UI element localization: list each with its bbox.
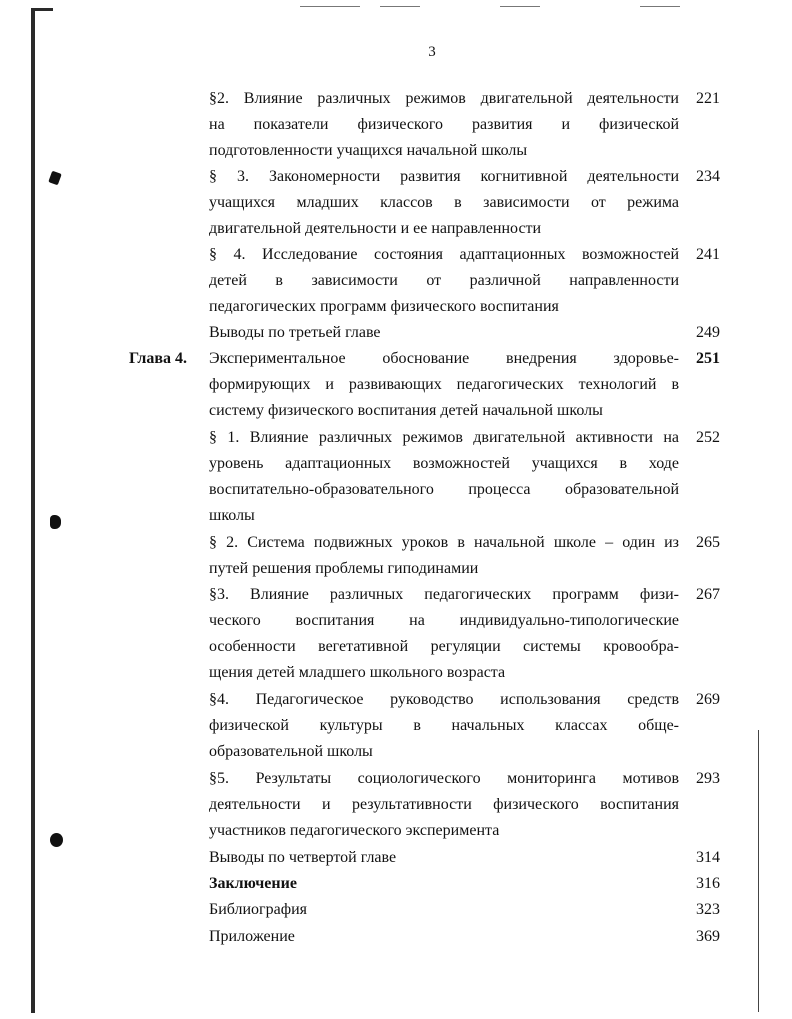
toc-entry-line: двигательной деятельности и ее направленности xyxy=(209,220,542,237)
scan-border-corner xyxy=(31,8,53,11)
toc-entry-line: §4. Педагогическое руководство использования средств xyxy=(209,691,679,708)
toc-entry-line: на показатели физического развития и физической xyxy=(209,116,679,133)
toc-entry-line: щения детей младшего школьного возраста xyxy=(209,664,506,681)
toc-entry-line: Приложение xyxy=(209,928,295,945)
toc-page-number: 323 xyxy=(696,901,720,918)
scan-blot xyxy=(48,171,62,186)
toc-page-number: 221 xyxy=(696,90,720,107)
scan-dash xyxy=(640,6,680,7)
toc-entry-line: подготовленности учащихся начальной школы xyxy=(209,142,528,159)
toc-entry-line: особенности вегетативной регуляции системы кровообра- xyxy=(209,638,679,655)
toc-page-number: 241 xyxy=(696,246,720,263)
toc-entry-line: ческого воспитания на индивидуально-типологические xyxy=(209,612,679,629)
toc-page-number: 369 xyxy=(696,928,720,945)
toc-entry-line: педагогических программ физического воспитания xyxy=(209,298,559,315)
toc-entry-line: деятельности и результативности физического воспитания xyxy=(209,796,679,813)
toc-entry-line: § 2. Система подвижных уроков в начальной школе – один из xyxy=(209,534,679,551)
toc-entry-line: Выводы по четвертой главе xyxy=(209,849,397,866)
toc-entry-line: систему физического воспитания детей начальной школы xyxy=(209,402,603,419)
toc-entry-line: участников педагогического эксперимента xyxy=(209,822,500,839)
toc-entry-line: воспитательно-образовательного процесса образовательной xyxy=(209,481,679,498)
toc-page-number: 251 xyxy=(696,350,720,367)
toc-entry-line: школы xyxy=(209,507,255,524)
toc-page-number: 314 xyxy=(696,849,720,866)
toc-entry-line: Заключение xyxy=(209,875,297,892)
toc-entry-line: § 1. Влияние различных режимов двигательной активности на xyxy=(209,429,679,446)
toc-entry-line: § 4. Исследование состояния адаптационных возможностей xyxy=(209,246,679,263)
toc-entry-line: § 3. Закономерности развития когнитивной деятельности xyxy=(209,168,679,185)
toc-entry-line: Экспериментальное обоснование внедрения здоровье- xyxy=(209,350,679,367)
scan-dash xyxy=(300,6,360,7)
scan-dash xyxy=(380,6,420,7)
toc-page-number: 249 xyxy=(696,324,720,341)
scan-dash xyxy=(500,6,540,7)
toc-entry-line: §2. Влияние различных режимов двигательной деятельности xyxy=(209,90,679,107)
toc-entry-line: формирующих и развивающих педагогических технологий в xyxy=(209,376,679,393)
toc-entry-line: путей решения проблемы гиподинамии xyxy=(209,560,479,577)
scan-border-right xyxy=(758,730,759,1012)
toc-entry-line: §5. Результаты социологического мониторинга мотивов xyxy=(209,770,679,787)
toc-page-number: 267 xyxy=(696,586,720,603)
toc-entry-line: физической культуры в начальных классах обще- xyxy=(209,717,679,734)
page-number: 3 xyxy=(428,44,436,60)
toc-entry-line: образовательной школы xyxy=(209,743,373,760)
toc-entry-line: Библиография xyxy=(209,901,307,918)
toc-page-number: 252 xyxy=(696,429,720,446)
toc-page-number: 316 xyxy=(696,875,720,892)
toc-page-number: 293 xyxy=(696,770,720,787)
toc-page-number: 265 xyxy=(696,534,720,551)
toc-entry-line: учащихся младших классов в зависимости от режима xyxy=(209,194,679,211)
toc-entry-line: Выводы по третьей главе xyxy=(209,324,381,341)
scan-blot xyxy=(50,515,61,529)
toc-page-number: 269 xyxy=(696,691,720,708)
toc-entry-line: §3. Влияние различных педагогических программ физи- xyxy=(209,586,679,603)
chapter-label: Глава 4. xyxy=(129,350,187,367)
scan-border-left xyxy=(31,8,35,1013)
toc-entry-line: уровень адаптационных возможностей учащихся в ходе xyxy=(209,455,679,472)
toc-entry-line: детей в зависимости от различной направленности xyxy=(209,272,679,289)
toc-page-number: 234 xyxy=(696,168,720,185)
scan-blot xyxy=(50,833,63,847)
